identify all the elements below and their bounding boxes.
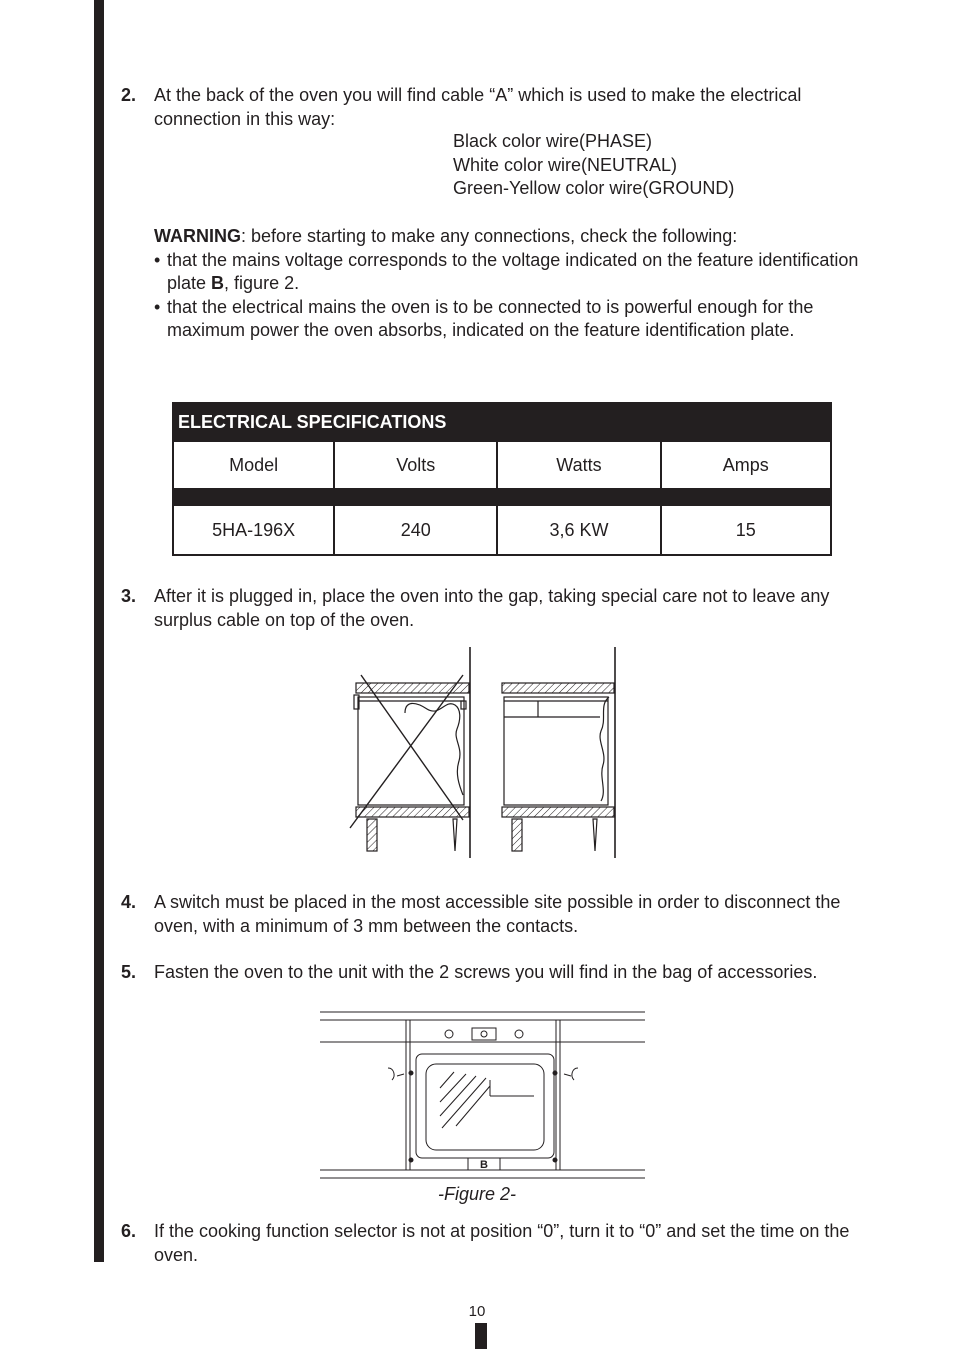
plate-label: B: [480, 1159, 488, 1171]
plate-ref: B: [211, 273, 225, 293]
bullet-text-end: , figure 2.: [224, 273, 300, 293]
screw-icon: [397, 1074, 404, 1076]
step-text: At the back of the oven you will find cable “A” which is used to make the electrical connection in this way:: [154, 85, 802, 129]
screw-rotate-icon: [388, 1068, 394, 1080]
incorrect-installation: [350, 647, 470, 858]
header-model: Model: [173, 441, 334, 489]
cell-volts: 240: [334, 505, 497, 555]
figure-2-oven-front: [320, 1010, 646, 1182]
step-number: 2.: [121, 85, 137, 105]
header-volts: Volts: [334, 441, 497, 489]
wire-item: White color wire(NEUTRAL): [453, 154, 678, 175]
bullet-text: that the electrical mains the oven is to be connected to is powerful enough for the maximum power the oven absorbs, indicated on the feature identification plate.: [167, 296, 814, 340]
warning-bullet: • that the electrical mains the oven is to be connected to is powerful enough for the maximum power the oven absorbs, indicated on the feature identification plate.: [154, 296, 814, 340]
wire-list: [453, 130, 734, 201]
step-text: If the cooking function selector is not at position “0”, turn it to “0” and set the time on the oven.: [154, 1221, 850, 1265]
table-title: ELECTRICAL SPECIFICATIONS: [173, 403, 831, 441]
header-amps: Amps: [661, 441, 831, 489]
cell-amps: 15: [661, 505, 831, 555]
warning-block: [154, 225, 864, 343]
wire-item: Black color wire(PHASE): [453, 131, 653, 151]
warning-label: WARNING: [154, 226, 241, 246]
step-number: 5.: [121, 962, 137, 982]
step-number: 3.: [121, 586, 137, 606]
knob-icon: [445, 1030, 453, 1038]
figure-caption: -Figure 2-: [437, 1184, 517, 1204]
step-text: Fasten the oven to the unit with the 2 screws you will find in the bag of accessories.: [154, 962, 818, 982]
page-marker: [475, 1323, 487, 1349]
page-number: 10: [468, 1303, 486, 1320]
table-header-row: [173, 441, 831, 489]
screw-icon: [564, 1074, 571, 1076]
left-margin-bar: [94, 0, 104, 1262]
electrical-specifications-table: [172, 402, 832, 556]
wire-item: Green-Yellow color wire(GROUND): [453, 178, 735, 198]
header-watts: Watts: [497, 441, 660, 489]
step-number: 4.: [121, 892, 137, 912]
warning-text: : before starting to make any connections, check the following:: [241, 226, 738, 246]
knob-icon: [515, 1030, 523, 1038]
step-text: After it is plugged in, place the oven into the gap, taking special care not to leave any surplus cable on top of the oven.: [154, 586, 830, 630]
table-row: [173, 505, 831, 555]
screw-rotate-icon: [572, 1068, 578, 1080]
cable-placement-diagram: [345, 645, 625, 860]
step-text: A switch must be placed in the most accessible site possible in order to disconnect the oven, with a minimum of 3 mm between the contacts.: [154, 892, 841, 936]
bullet-text: that the mains voltage corresponds to the voltage indicated on the feature identification plate: [167, 249, 859, 293]
step-number: 6.: [121, 1221, 137, 1241]
cell-watts: 3,6 KW: [497, 505, 660, 555]
correct-installation: [502, 647, 615, 858]
table-band: [173, 489, 831, 505]
cell-model: 5HA-196X: [173, 505, 334, 555]
display-panel: [472, 1028, 496, 1040]
warning-bullet: • that the mains voltage corresponds to the voltage indicated on the feature identification plate B, figure 2.: [154, 249, 859, 293]
